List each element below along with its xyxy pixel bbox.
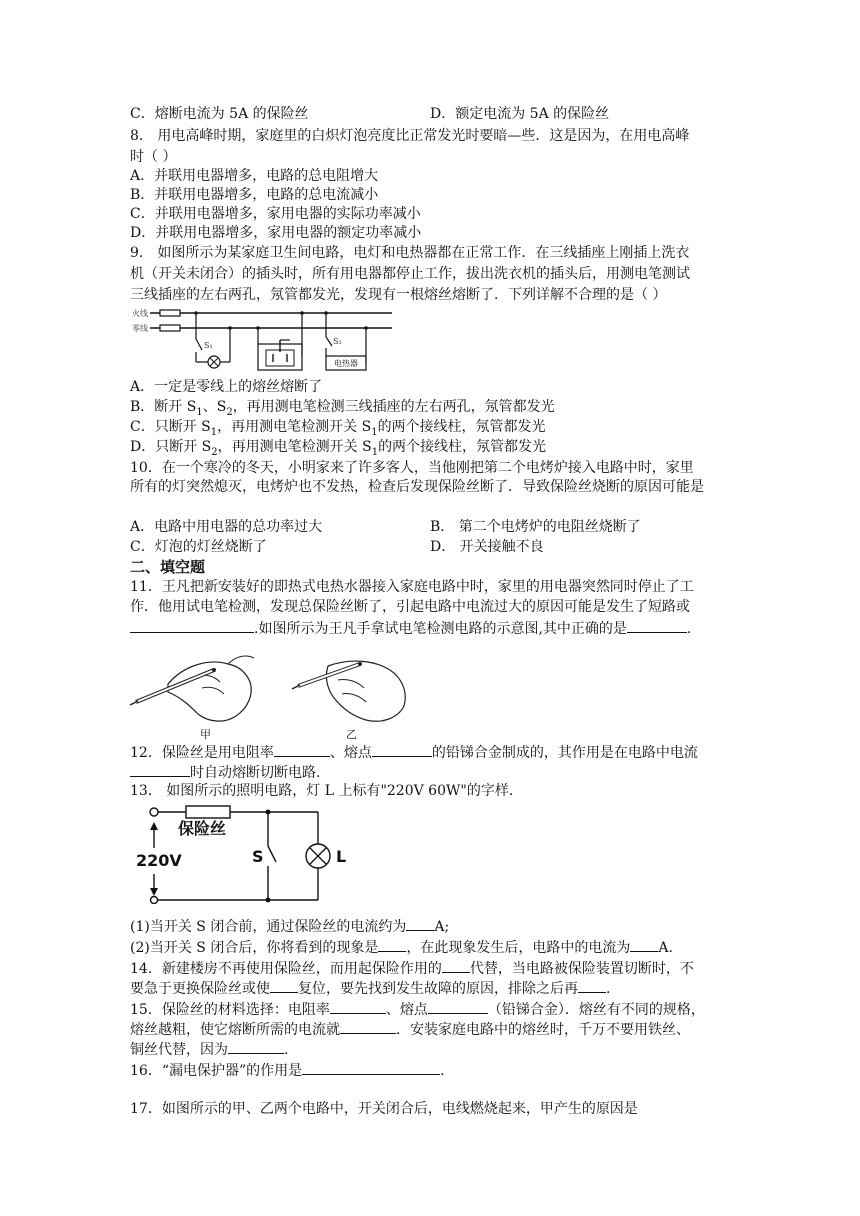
q11-stem-line2: 作．他用试电笔检测，发现总保险丝断了，引起电路中电流过大的原因可能是发生了短路或 [130, 599, 690, 615]
q13-fig-voltage-label: 220V [136, 851, 182, 870]
q12-blank-1 [274, 742, 330, 757]
q12-line1: 12．保险丝是用电阻率 、熔点 的铅锑合金制成的，其作用是在电路中电流 [130, 742, 698, 762]
q10-stem-line2: 所有的灯突然熄灭，电烤炉也不发热，检查后发现保险丝断了．导致保险丝烧断的原因可能是 [130, 479, 704, 495]
q10-stem-line1: 10．在一个寒冷的冬天，小明家来了许多客人，当他刚把第二个电烤炉接入电路中时，家里 [130, 460, 694, 476]
q9-circuit-figure [130, 304, 392, 380]
q14-blank-3 [578, 978, 606, 993]
q15-blank-4 [228, 1039, 284, 1054]
q9-option-c: C．只断开 $S_1$，再用测电笔检测开关 $S_1$的两个接线柱，氖管都发光 [130, 419, 546, 438]
q13-sub2: (2)当开关 S 闭合后，你将看到的现象是 ，在此现象发生后，电路中的电流为 A. [130, 937, 673, 957]
q9-fig-s1-label: S₁ [204, 341, 213, 350]
q10-option-c: C．灯泡的灯丝烧断了 [130, 539, 267, 555]
q11-fig-label-yi: 乙 [346, 728, 357, 741]
q13-switch-icon [268, 846, 276, 862]
q17-line1: 17．如图所示的甲、乙两个电路中，开关闭合后，电线燃烧起来，甲产生的原因是 [130, 1101, 638, 1117]
q16-blank-1 [302, 1060, 440, 1075]
q10-option-b: B． 第二个电烤炉的电阻丝烧断了 [430, 519, 641, 535]
q8-stem-line2: 时（ ） [130, 149, 177, 165]
q11-stem-line3: .如图所示为王凡手拿试电笔检测电路的示意图,其中正确的是 . [130, 618, 691, 638]
q14-blank-1 [442, 958, 470, 973]
q13-fig-fuse-label: 保险丝 [178, 819, 227, 838]
q10-option-d: D． 开关接触不良 [430, 539, 544, 555]
q9-option-d: D．只断开 $S_2$，再用测电笔检测开关 $S_1$的两个接线柱，氖管都发光 [130, 439, 547, 458]
q16-line: 16．“漏电保护器”的作用是 . [130, 1060, 445, 1080]
q9-fuse-live-icon [160, 310, 180, 316]
q13-fuse-icon [186, 806, 230, 818]
q15-line1: 15．保险丝的材料选择：电阻率 、熔点 （铅锑合金）．熔丝有不同的规格， [130, 999, 705, 1019]
q9-option-b: B．断开 $S_1$、$S_2$，再用测电笔检测三线插座的左右两孔，氖管都发光 [130, 399, 555, 418]
q13-sub1: (1)当开关 S 闭合前，通过保险丝的电流约为 A; [130, 916, 449, 936]
q8-option-b: B．并联用电器增多，电路的总电流减小 [130, 187, 379, 203]
q12-blank-2 [372, 742, 432, 757]
q9-fig-neutral-label: 零线 [132, 324, 148, 333]
q9-stem-line2: 机（开关未闭合）的插头时，所有用电器都停止工作，拔出洗衣机的插头后，用测电笔测试 [130, 266, 690, 282]
q13-lighting-circuit-figure [132, 800, 368, 904]
q13-blank-2 [378, 937, 406, 952]
q8-option-d: D．并联用电器增多，家用电器的额定功率减小 [130, 225, 422, 241]
q7-option-c: C．熔断电流为 5A 的保险丝 [130, 106, 309, 122]
q9-fig-s2-label: S₂ [333, 337, 342, 346]
q9-fig-heater-label: 电热器 [334, 359, 358, 368]
q8-stem-line1: 8． 用电高峰时期，家庭里的白炽灯泡亮度比正常发光时要暗—些．这是因为，在用电高峰 [130, 128, 690, 144]
q13-stem: 13． 如图所示的照明电路，灯 L 上标有"220V 60W"的字样． [130, 783, 523, 799]
q9-option-a: A．一定是零线上的熔丝熔断了 [130, 379, 323, 395]
q11-fig-label-jia: 甲 [200, 728, 211, 741]
q15-line2: 熔丝越粗，使它熔断所需的电流就 ．安装家庭电路中的熔丝时，千万不要用铁丝、 [130, 1019, 690, 1039]
q15-line3: 铜丝代替，因为 . [130, 1039, 288, 1059]
q9-fig-live-label: 火线 [132, 309, 148, 318]
q8-option-c: C．并联用电器增多，家用电器的实际功率减小 [130, 206, 421, 222]
section-fill-in-heading: 二、填空题 [130, 558, 206, 576]
q11-test-pen-figure [128, 636, 413, 736]
q12-blank-3 [130, 762, 190, 777]
q11-stem-line1: 11．王凡把新安装好的即热式电热水器接入家庭电路中时，家里的用电器突然同时停止了工 [130, 579, 694, 595]
q7-option-d: D．额定电流为 5A 的保险丝 [430, 106, 610, 122]
q10-option-a: A．电路中用电器的总功率过大 [130, 519, 323, 535]
q11-hand-yi-icon [292, 661, 405, 721]
q9-fuse-neutral-icon [160, 325, 180, 331]
q9-stem-line3: 三线插座的左右两孔，氖管都发光，发现有一根熔丝熔断了．下列详解不合理的是（ ） [130, 287, 667, 303]
q13-blank-3 [630, 937, 658, 952]
q12-line2: 时自动熔断切断电路． [130, 762, 330, 782]
q8-option-a: A．并联用电器增多，电路的总电阻增大 [130, 168, 379, 184]
q11-blank-2 [627, 618, 687, 633]
q14-blank-2 [270, 978, 298, 993]
q14-line1: 14．新建楼房不再使用保险丝，而用起保险作用的 代替，当电路被保险装置切断时，不 [130, 958, 694, 978]
q15-blank-1 [330, 999, 386, 1014]
q11-blank-1 [130, 618, 254, 633]
q14-line2: 要急于更换保险丝或使 复位，要先找到发生故障的原因，排除之后再 . [130, 978, 610, 998]
q11-hand-jia-icon [130, 656, 254, 721]
q13-blank-1 [406, 916, 434, 931]
q15-blank-2 [428, 999, 488, 1014]
q15-blank-3 [340, 1019, 396, 1034]
q9-stem-line1: 9． 如图所示为某家庭卫生间电路，电灯和电热器都在正常工作．在三线插座上刚插上洗衣 [130, 245, 690, 261]
q13-fig-switch-label: S [252, 847, 264, 866]
q13-fig-lamp-label: L [336, 847, 347, 866]
